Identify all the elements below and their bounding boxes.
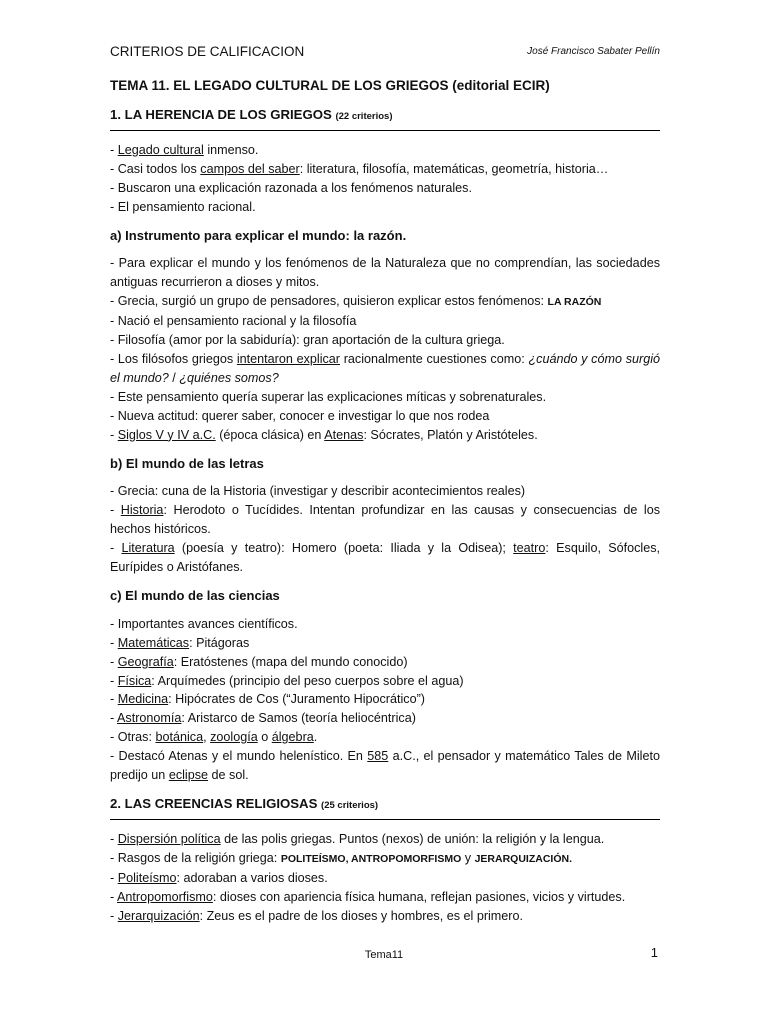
paragraph: - Nació el pensamiento racional y la filosofía [110,314,357,329]
paragraph: - Grecia: cuna de la Historia (investigar y describir acontecimientos reales) [110,484,526,499]
paragraph: - Filosofía (amor por la sabiduría): gran aportación de la cultura griega. [110,333,505,348]
paragraph: - Casi todos los campos del saber: literatura, filosofía, matemáticas, geometría, historia… [110,161,609,176]
paragraph: - Politeísmo: adoraban a varios dioses. [110,870,328,885]
header-author: José Francisco Sabater Pellín [527,46,660,57]
criteria-count: (25 criterios) [321,800,379,811]
paragraph: - Importantes avances científicos. [110,616,298,631]
paragraph: - Geografía: Eratóstenes (mapa del mundo conocido) [110,654,408,669]
header-title: CRITERIOS DE CALIFICACION [110,44,305,59]
paragraph: - Antropomorfismo: dioses con apariencia física humana, reflejan pasiones, vicios y virtudes. [110,889,626,904]
paragraph: - Destacó Atenas y el mundo helenístico. En 585 a.C., el pensador y matemático Tales de Mileto predijo un eclipse de sol. [110,749,660,783]
document-title: TEMA 11. EL LEGADO CULTURAL DE LOS GRIEGOS (editorial ECIR) [110,78,550,93]
paragraph: - Siglos V y IV a.C. (época clásica) en Atenas: Sócrates, Platón y Aristóteles. [110,427,538,442]
section-2-heading: 2. LAS CREENCIAS RELIGIOSAS (25 criterios) [110,795,660,820]
paragraph: - Literatura (poesía y teatro): Homero (poeta: Iliada y la Odisea); teatro: Esquilo, Sófocles, Eurípides o Aristófanes. [110,541,660,575]
paragraph: - Física: Arquímedes (principio del peso cuerpos sobre el agua) [110,673,464,688]
subsection-c-heading: c) El mundo de las ciencias [110,587,280,603]
paragraph: - Los filósofos griegos intentaron explicar racionalmente cuestiones como: ¿cuándo y cómo surgió el mundo? / ¿quiénes somos? [110,351,660,385]
criteria-count: (22 criterios) [335,111,393,122]
paragraph: - Grecia, surgió un grupo de pensadores, quisieron explicar estos fenómenos: LA RAZÓN [110,294,602,309]
page-number: 1 [650,945,658,960]
paragraph: - Matemáticas: Pitágoras [110,635,250,650]
subsection-a-heading: a) Instrumento para explicar el mundo: la razón. [110,227,407,243]
section-1-heading: 1. LA HERENCIA DE LOS GRIEGOS (22 criterios) [110,106,660,131]
paragraph: - Jerarquización: Zeus es el padre de los dioses y hombres, es el primero. [110,908,524,923]
paragraph: - Rasgos de la religión griega: POLITEÍSMO, ANTROPOMORFISMO y JERARQUIZACIÓN. [110,850,572,865]
paragraph: - Legado cultural inmenso. [110,142,259,157]
paragraph: - Historia: Herodoto o Tucídides. Intentan profundizar en las causas y consecuencias de los hechos históricos. [110,503,660,537]
paragraph: - Para explicar el mundo y los fenómenos de la Naturaleza que no comprendían, las sociedades antiguas recurrieron a dioses y mitos. [110,256,660,290]
paragraph: - El pensamiento racional. [110,199,256,214]
paragraph: - Otras: botánica, zoología o álgebra. [110,730,318,745]
subsection-b-heading: b) El mundo de las letras [110,455,264,471]
paragraph: - Nueva actitud: querer saber, conocer e investigar lo que nos rodea [110,408,490,423]
paragraph: - Buscaron una explicación razonada a los fenómenos naturales. [110,180,472,195]
document-body [110,106,660,925]
paragraph: - Dispersión política de las polis griegas. Puntos (nexos) de unión: la religión y la lengua. [110,831,605,846]
paragraph: - Astronomía: Aristarco de Samos (teoría heliocéntrica) [110,711,416,726]
paragraph: - Este pensamiento quería superar las explicaciones míticas y sobrenaturales. [110,389,547,404]
paragraph: - Medicina: Hipócrates de Cos (“Juramento Hipocrático”) [110,692,425,707]
footer-label: Tema11 [364,949,404,961]
